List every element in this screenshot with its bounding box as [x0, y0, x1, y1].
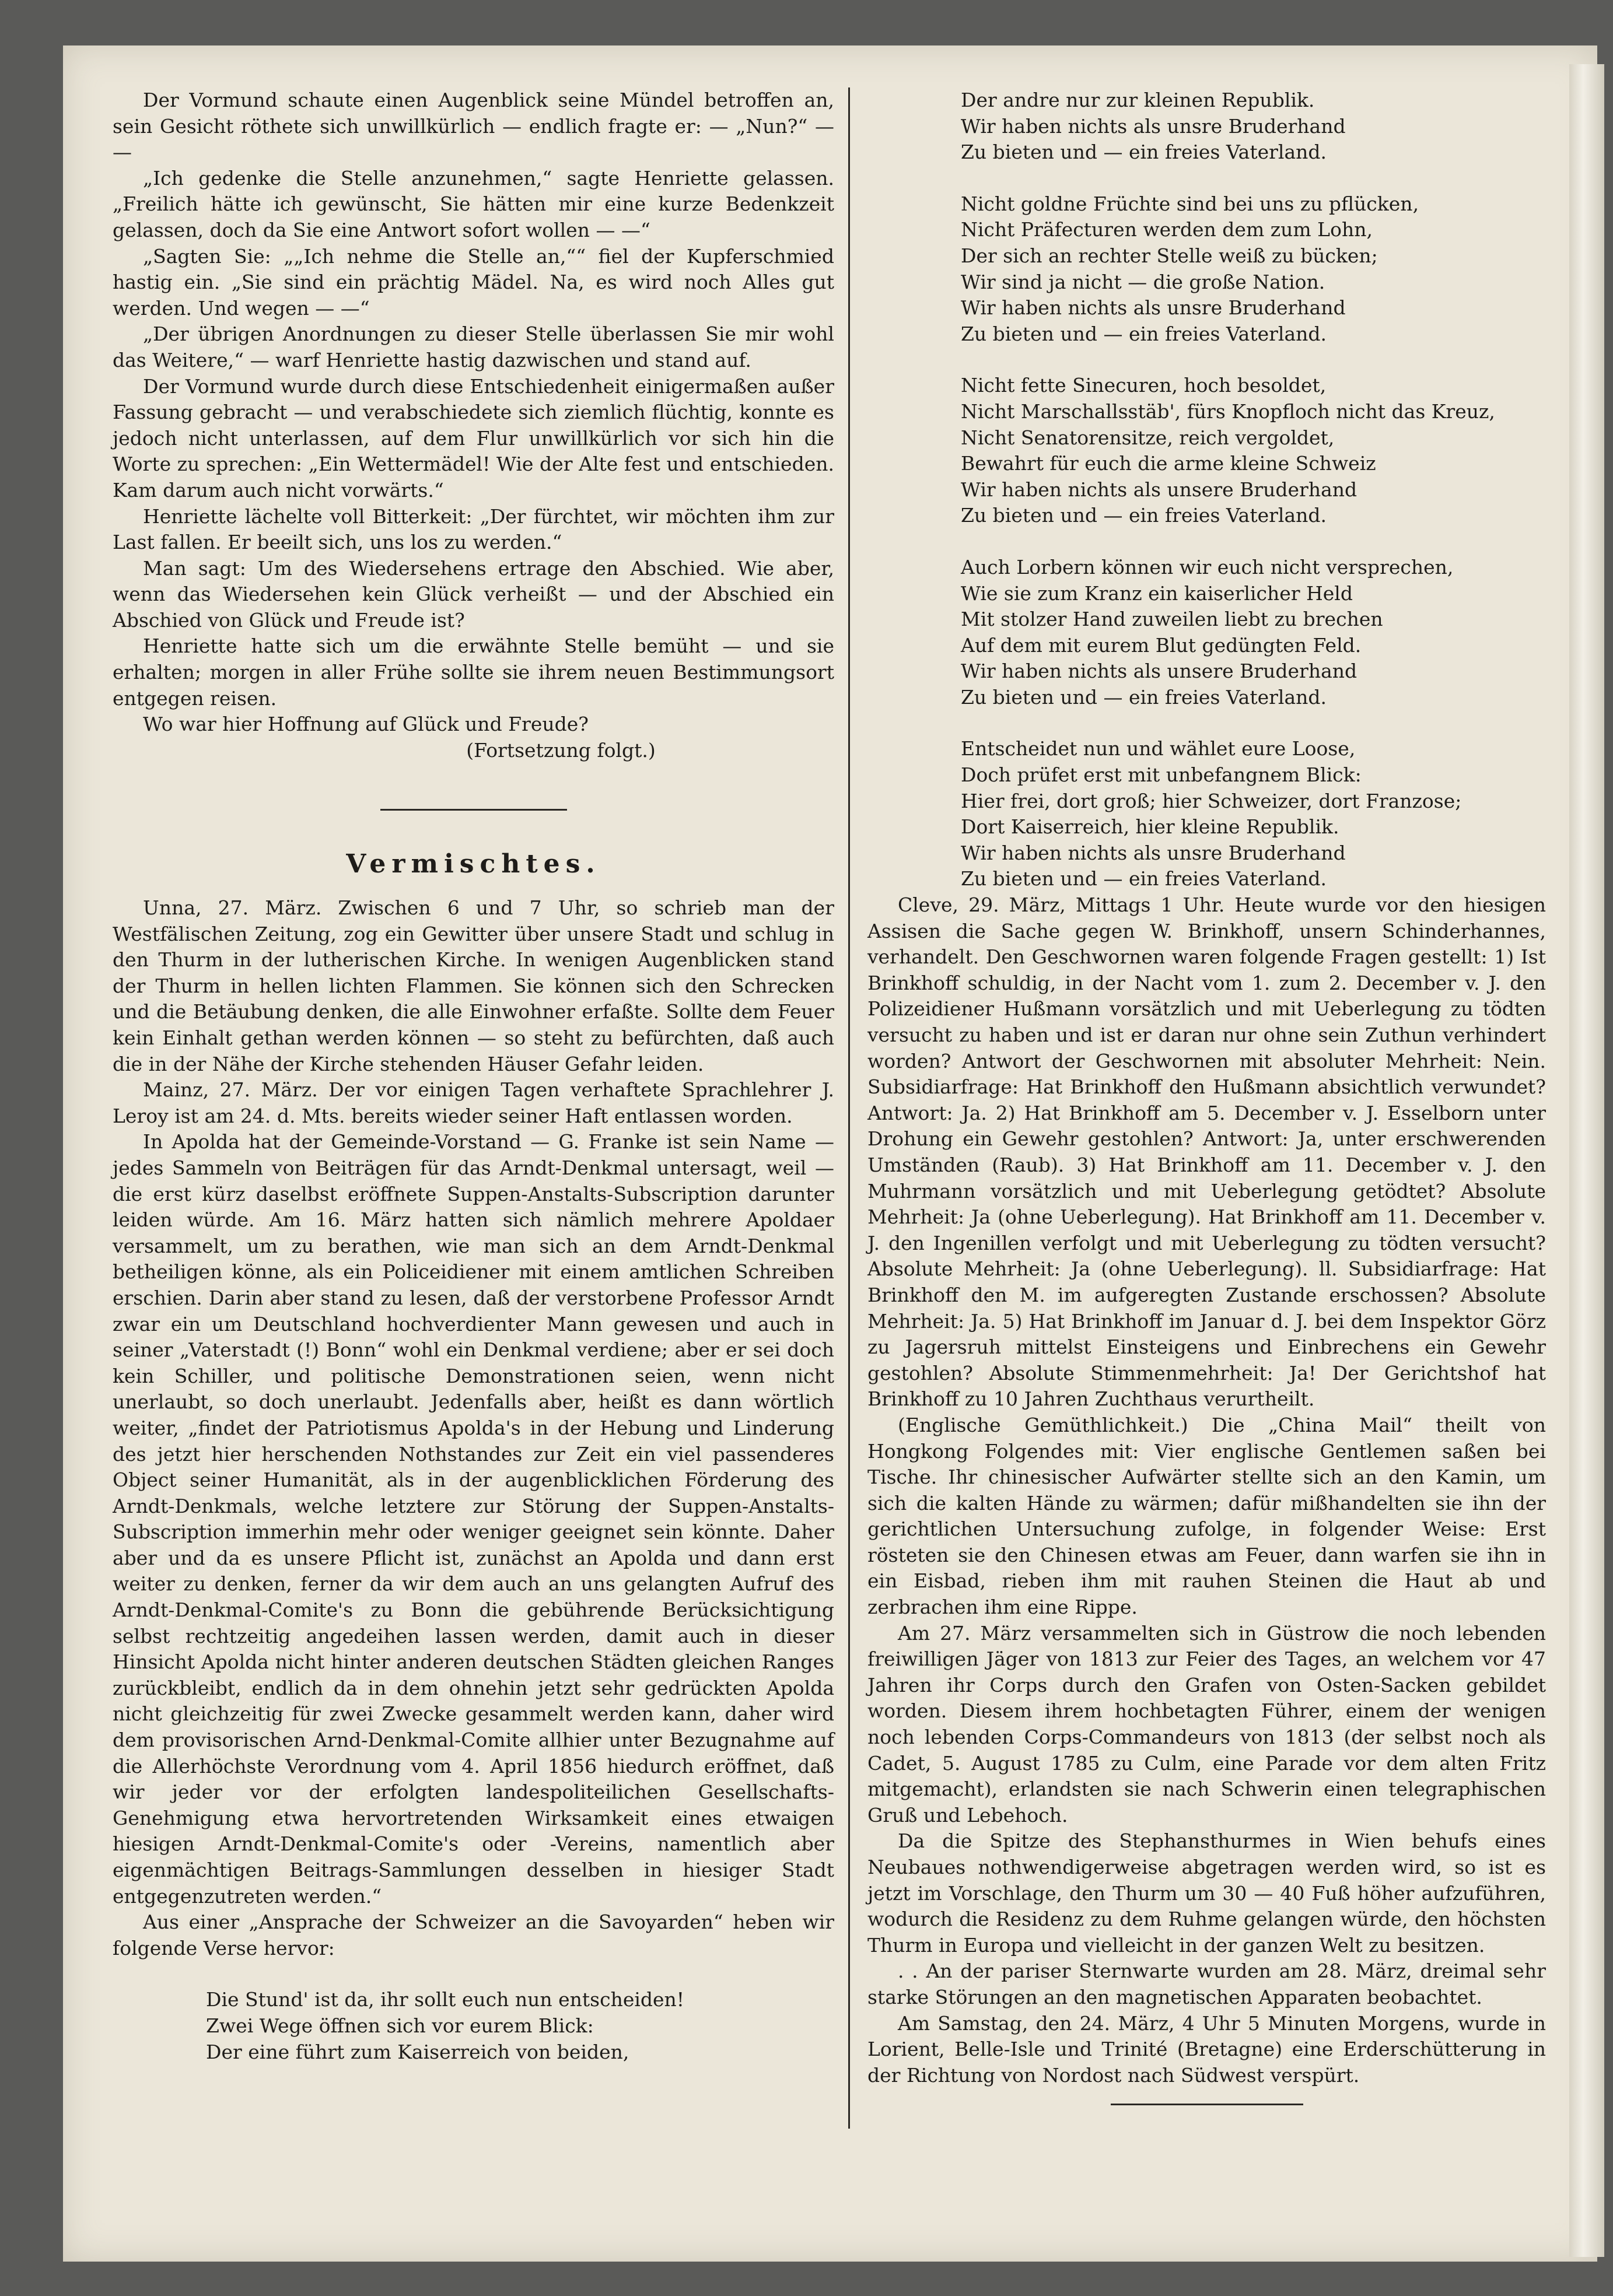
news-item: Am 27. März versammelten sich in Güstrow die noch lebenden freiwilligen Jäger von 1813 zur Feier des Tages, an welchem vor 47 Jahren ihr Corps durch den Grafen von Osten-Sacken gebildet worden. Diesem ihrem hochbetagten Führer, einem der wenigen noch lebenden Corps-Commandeurs von 1813 (der selbst noch als Cadet, 5. August 1785 zu Culm, eine Parade vor dem alten Fritz mitgemacht), erlandsten sie nach Schwerin einen telegraphischen Gruß und Lebehoch. — [867, 1621, 1546, 1827]
verse-line: Doch prüfet erst mit unbefangnem Blick: — [961, 763, 1362, 787]
column-divider — [848, 87, 850, 2129]
verse-line: Auch Lorbern können wir euch nicht versprechen, — [961, 555, 1454, 579]
verse-line: Mit stolzer Hand zuweilen liebt zu brechen — [961, 608, 1383, 631]
story-paragraph: Henriette lächelte voll Bitterkeit: „Der fürchtet, wir möchten ihm zur Last fallen. Er beeilt sich, uns los zu werden.“ — [113, 504, 834, 554]
page-edge — [1569, 64, 1604, 2257]
news-item: . . An der pariser Sternwarte wurden am 28. März, dreimal sehr starke Störungen an den magnetischen Apparaten beobachtet. — [867, 1960, 1546, 2008]
poem-stanza — [867, 87, 1546, 166]
verse-line: Zu bieten und — ein freies Vaterland. — [961, 685, 1327, 709]
poem-opening — [113, 1987, 834, 2065]
verse-line: Wir haben nichts als unsre Bruderhand — [961, 841, 1346, 864]
verse-line: Zu bieten und — ein freies Vaterland. — [961, 322, 1327, 345]
verse-line: Nicht Senatorensitze, reich vergoldet, — [961, 426, 1335, 449]
news-item: Unna, 27. März. Zwischen 6 und 7 Uhr, so schrieb man der Westfälischen Zeitung, zog ein Gewitter über unsere Stadt und schlug in den Thurm in der lutherischen Kirche. In wenigen Augenblicken stand der Thurm in hellen lichten Flammen. Sie können sich den Schrecken und die Betäubung denken, die alle Einwohner erfaßte. Sollte dem Feuer kein Einhalt gethan werden können — so steht zu befürchten, daß auch die in der Nähe der Kirche stehenden Häuser Gefahr leiden. — [113, 896, 834, 1075]
verse-line: Zu bieten und — ein freies Vaterland. — [961, 141, 1327, 164]
verse-line: Bewahrt für euch die arme kleine Schweiz — [961, 452, 1376, 475]
poem-stanza — [867, 555, 1546, 711]
news-item: Cleve, 29. März, Mittags 1 Uhr. Heute wurde vor den hiesigen Assisen die Sache gegen W. Brinkhoff, unsern Schinderhannes, verhandelt. Den Geschwornen waren folgende Fragen gestellt: 1) Ist Brinkhoff schuldig, in der Nacht vom 1. zum 2. December v. J. den Polizeidiener Hußmann vorsätzlich und mit Ueberlegung zu tödten versucht zu haben und ist er daran nur ohne sein Zuthun verhindert worden? Antwort der Geschwornen mit absoluter Mehrheit: Nein. Subsidiarfrage: Hat Brinkhoff den Hußmann absichtlich verwundet? Antwort: Ja. 2) Hat Brinkhoff am 5. December v. J. Esselborn unter Drohung ein Gewehr gestohlen? Antwort: Ja, unter erschwerenden Umständen (Raub). 3) Hat Brinkhoff am 11. December v. J. den Muhrmann vorsätzlich und mit Ueberlegung getödtet? Absolute Mehrheit: Ja (ohne Ueberlegung). Hat Brinkhoff am 11. December v. J. den Ingenillen verfolgt und mit Ueberlegung zu tödten versucht? Absolute Mehrheit: Ja (ohne Ueberlegung). ll. Subsidiarfrage: Hat Brinkhoff den M. im aufgeregten Zustande erschossen? Absolute Mehrheit: Ja. 5) Hat Brinkhoff im Januar d. J. bei dem Inspektor Görz zu Jagersruh mittelst Einsteigens und Einbrechens ein Gewehr gestohlen? Absolute Stimmenmehrheit: Ja! Der Gerichtshof hat Brinkhoff zu 10 Jahren Zuchthaus verurtheilt. — [867, 893, 1546, 1411]
news-item: Da die Spitze des Stephansthurmes in Wien behufs eines Neubaues nothwendigerweise abgetragen werden wird, so ist es jetzt im Vorschlage, den Thurm um 30 — 40 Fuß höher aufzuführen, wodurch die Residenz zu dem Ruhme gelangen würde, den höchsten Thurm in Europa und vielleicht in der ganzen Welt zu besitzen. — [867, 1829, 1546, 1957]
left-column — [113, 87, 834, 2065]
verse-line: Die Stund' ist da, ihr sollt euch nun entscheiden! — [206, 1988, 685, 2011]
verse-line: Wir haben nichts als unsre Bruderhand — [961, 114, 1346, 138]
verse-line: Hier frei, dort groß; hier Schweizer, dort Franzose; — [961, 789, 1462, 812]
news-item: (Englische Gemüthlichkeit.) Die „China Mail“ theilt von Hongkong Folgendes mit: Vier englische Gentlemen saßen bei Tische. Ihr chinesischer Aufwärter stellte sich an den Kamin, um sich die kalten Hände zu wärmen; dafür mißhandelten sie ihn der gerichtlichen Untersuchung zufolge, in folgender Weise: Erst rösteten sie den Chinesen etwas am Feuer, dann warfen sie ihn in ein Eisbad, rieben ihm mit rauhen Steinen die Haut ab und zerbrachen ihm eine Rippe. — [867, 1413, 1546, 1619]
right-column — [867, 87, 1546, 2105]
verse-line: Wie sie zum Kranz ein kaiserlicher Held — [961, 581, 1353, 605]
verse-line: Auf dem mit eurem Blut gedüngten Feld. — [961, 633, 1362, 657]
verse-line: Der andre nur zur kleinen Republik. — [961, 89, 1315, 111]
verse-line: Der eine führt zum Kaiserreich von beiden, — [206, 2040, 629, 2063]
verse-line: Zu bieten und — ein freies Vaterland. — [961, 504, 1327, 527]
news-item: Aus einer „Ansprache der Schweizer an die Savoyarden“ heben wir folgende Verse hervor: — [113, 1911, 834, 1960]
poem-stanza — [867, 373, 1546, 529]
verse-line: Nicht Präfecturen werden dem zum Lohn, — [961, 218, 1373, 241]
story-paragraph: Henriette hatte sich um die erwähnte Stelle bemüht — und sie erhalten; morgen in aller Frühe sollte sie ihrem neuen Bestimmungsort entgegen reisen. — [113, 635, 834, 710]
separator-rule — [380, 809, 567, 811]
section-heading: Vermischtes. — [346, 849, 601, 879]
news-item: Am Samstag, den 24. März, 4 Uhr 5 Minuten Morgens, wurde in Lorient, Belle-Isle und Trinité (Bretagne) eine Erderschütterung in der Richtung von Nordost nach Südwest verspürt. — [867, 2011, 1546, 2087]
story-paragraph: „Der übrigen Anordnungen zu dieser Stelle überlassen Sie mir wohl das Weitere,“ — warf Henriette hastig dazwischen und stand auf. — [113, 323, 834, 371]
verse-line: Wir haben nichts als unsre Bruderhand — [961, 296, 1346, 320]
verse-line: Zu bieten und — ein freies Vaterland. — [961, 867, 1327, 891]
verse-line: Nicht fette Sinecuren, hoch besoldet, — [961, 374, 1327, 397]
verse-line: Entscheidet nun und wählet eure Loose, — [961, 737, 1356, 760]
story-paragraph: Der Vormund wurde durch diese Entschiedenheit einigermaßen außer Fassung gebracht — und verabschiedete sich ziemlich flüchtig, konnte es jedoch nicht unterlassen, auf dem Flur unwillkürlich vor sich hin die Worte zu sprechen: „Ein Wettermädel! Wie der Alte fest und entschieden. Kam darum auch nicht vorwärts.“ — [113, 374, 834, 502]
poem-stanza — [867, 736, 1546, 892]
story-paragraph: „Sagten Sie: „„Ich nehme die Stelle an,““ fiel der Kupferschmied hastig ein. „Sie sind ein prächtig Mädel. Na, es wird noch Alles gut werden. Und wegen — —“ — [113, 244, 834, 320]
verse-line: Der sich an rechter Stelle weiß zu bücken; — [961, 244, 1378, 267]
verse-line: Dort Kaiserreich, hier kleine Republik. — [961, 815, 1339, 839]
poem-stanza — [867, 191, 1546, 348]
verse-line: Nicht goldne Früchte sind bei uns zu pflücken, — [961, 192, 1419, 215]
verse-line: Nicht Marschallsstäb', fürs Knopfloch nicht das Kreuz, — [961, 399, 1495, 423]
verse-line: Zwei Wege öffnen sich vor eurem Blick: — [206, 2014, 594, 2037]
verse-line: Wir sind ja nicht — die große Nation. — [961, 270, 1325, 293]
story-paragraph: Man sagt: Um des Wiedersehens ertrage den Abschied. Wie aber, wenn das Wiedersehen kein Glück verheißt — und der Abschied ein Abschied von Glück und Freude ist? — [113, 556, 834, 632]
story-paragraph: „Ich gedenke die Stelle anzunehmen,“ sagte Henriette gelassen. „Freilich hätte ich gewünscht, Sie hätten mir eine kurze Bedenkzeit gelassen, doch da Sie eine Antwort sofort wollen — —“ — [113, 166, 834, 241]
end-rule — [1111, 2104, 1303, 2105]
news-item: Mainz, 27. März. Der vor einigen Tagen verhaftete Sprachlehrer J. Leroy ist am 24. d. Mts. bereits wieder seiner Haft entlassen worden. — [113, 1078, 834, 1127]
story-paragraph: Der Vormund schaute einen Augenblick seine Mündel betroffen an, sein Gesicht röthete sich unwillkürlich — endlich fragte er: — „Nun?“ — — — [113, 89, 834, 164]
continuation-note: (Fortsetzung folgt.) — [466, 738, 656, 762]
news-item: In Apolda hat der Gemeinde-Vorstand — G. Franke ist sein Name — jedes Sammeln von Beiträgen für das Arndt-Denkmal untersagt, weil — die erst kürz daselbst eröffnete Suppen-Anstalts-Subscription darunter leiden würde. Am 16. März hatten sich nämlich mehrere Apoldaer versammelt, um zu berathen, wie man sich an dem Arndt-Denkmal betheiligen könne, als ein Policeidiener mit einem amtlichen Schreiben erschien. Darin aber stand zu lesen, daß der verstorbene Professor Arndt zwar ein um Deutschland hochverdienter Mann gewesen und auch in seiner „Vaterstadt (!) Bonn“ wohl ein Denkmal verdiene; aber er sei doch kein Schiller, und politische Demonstrationen seien, wenn nicht unerlaubt, so doch unerlaubt. Jedenfalls aber, heißt es dann wörtlich weiter, „findet der Patriotismus Apolda's in der Hebung und Linderung des jetzt hier herschenden Nothstandes zur Zeit ein viel passenderes Object seiner Humanität, als in der augenblicklichen Förderung des Arndt-Denkmals, welche letztere zur Störung der Suppen-Anstalts-Subscription immerhin mehr oder weniger geeignet sein könnte. Daher aber und da es unsere Pflicht ist, zunächst an Apolda und dann erst weiter zu denken, ferner da wir dem auch an uns gelangten Aufruf des Arndt-Denkmal-Comite's zu Bonn die gebührende Berücksichtigung selbst rechtzeitig angedeihen lassen werden, damit auch in dieser Hinsicht Apolda nicht hinter anderen deutschen Städten gleichen Ranges zurückbleibt, endlich da in dem ohnehin jetzt sehr gedrückten Apolda nicht gleichzeitig für zwei Zwecke gesammelt werden kann, daher wird dem provisorischen Arnd-Denkmal-Comite allhier unter Bezugnahme auf die Allerhöchste Verordnung vom 4. April 1856 hiedurch eröffnet, daß wir jeder vor der erfolgten landespoliteilichen Gesellschafts-Genehmigung etwa hervortretenden Wirksamkeit eines etwaigen hiesigen Arndt-Denkmal-Comite's oder -Vereins, namentlich aber eigenmächtigen Beitrags-Sammlungen desselben in hiesiger Stadt entgegenzutreten werden.“ — [113, 1130, 834, 1908]
story-paragraph: Wo war hier Hoffnung auf Glück und Freude? — [143, 713, 589, 736]
verse-line: Wir haben nichts als unsere Bruderhand — [961, 478, 1357, 501]
verse-line: Wir haben nichts als unsere Bruderhand — [961, 660, 1357, 683]
